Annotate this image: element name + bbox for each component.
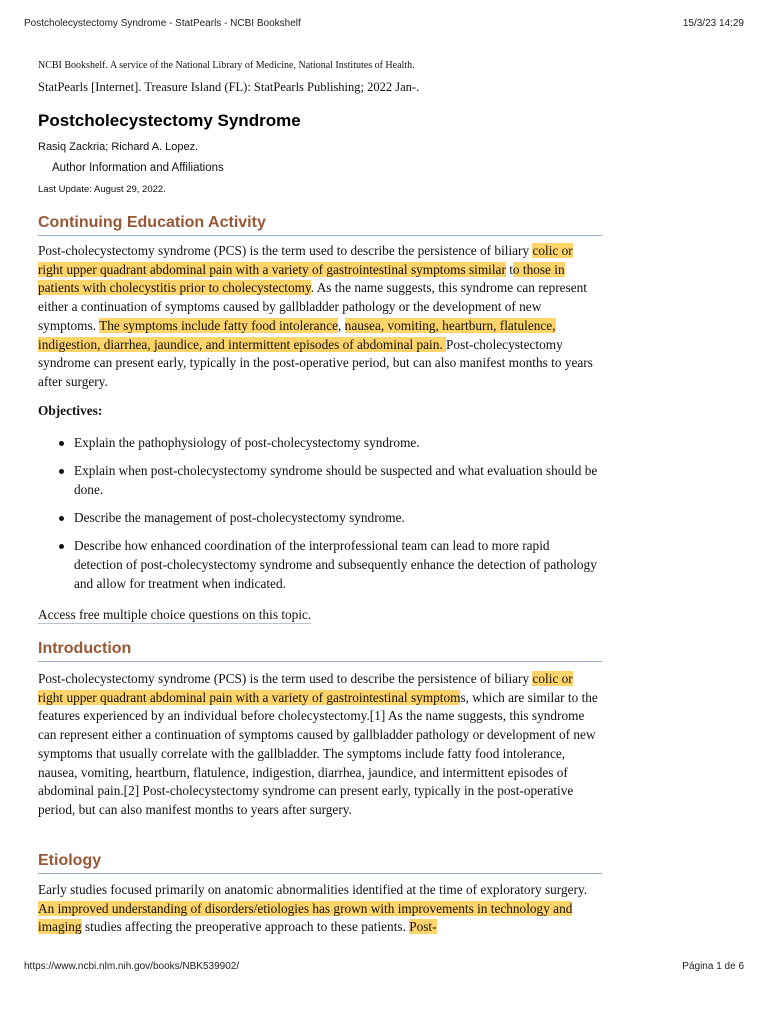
objective-text: Describe how enhanced coordination of the interprofessional team can lead to more rapid detection of post-cholecystectomy syndrome and subsequently enhance the detection of pathology and allow for treatment when indicated. xyxy=(74,538,597,591)
section-heading-ce: Continuing Education Activity xyxy=(38,214,602,236)
introduction-paragraph xyxy=(38,670,598,820)
highlight: o those in patients with cholecystitis prior to cholecystectomy xyxy=(38,261,565,296)
intro-text: s, which are similar to the features experienced by an individual before cholecystectomy.[1] As the name suggests, this syndrome can represent either a continuation of symptoms caused by gallbladder pathology or development of new symptoms that usually correlate with the gallbladder. The symptoms include fatty food intolerance, nausea, vomiting, heartburn, flatulence, indigestion, diarrhea, jaundice, and intermittent episodes of abdominal pain.[2] Post-cholecystectomy syndrome can present early, typically in the post-operative period, but can also manifest months to years after surgery. xyxy=(38,689,598,817)
bullet-icon xyxy=(59,469,64,474)
list-item xyxy=(38,509,598,528)
print-footer-page: Página 1 de 6 xyxy=(682,961,744,972)
print-header xyxy=(24,18,744,34)
section-heading-introduction: Introduction xyxy=(38,640,602,662)
intro-text: Post-cholecystectomy syndrome (PCS) is the term used to describe the persistence of biliary xyxy=(38,671,533,686)
ce-text: . As the name suggests, this syndrome can represent either a continuation of symptoms caused by gallbladder pathology or the development of new symptoms. xyxy=(38,280,588,333)
objectives-label: Objectives: xyxy=(38,403,103,418)
author-affiliations-link[interactable]: Author Information and Affiliations xyxy=(52,162,224,174)
etiology-text: studies affecting the preoperative approach to these patients. xyxy=(81,919,410,935)
highlight: An improved understanding of disorders/etiologies has grown with improvements in technology and imaging xyxy=(38,900,573,935)
ce-text: , xyxy=(338,317,345,333)
objective-text: Explain the pathophysiology of post-cholecystectomy syndrome. xyxy=(74,435,420,450)
ncbi-line: NCBI Bookshelf. A service of the National Library of Medicine, National Institutes of Health. xyxy=(38,60,415,71)
list-item xyxy=(38,434,598,453)
highlight: Post- xyxy=(409,919,437,935)
ce-text: Post-cholecystectomy syndrome can present early, typically in the post-operative period, but can also manifest months to years after surgery. xyxy=(38,336,593,389)
bullet-icon xyxy=(59,544,64,549)
highlight: colic or right upper quadrant abdominal pain with a variety of gastrointestinal symptom xyxy=(38,671,573,705)
list-item xyxy=(38,537,598,593)
list-item xyxy=(38,462,598,499)
ce-paragraph xyxy=(38,242,598,392)
etiology-paragraph xyxy=(38,881,598,937)
page-title: Postcholecystectomy Syndrome xyxy=(38,111,301,130)
bullet-icon xyxy=(59,441,64,446)
access-questions-link[interactable]: Access free multiple choice questions on this topic. xyxy=(38,607,312,622)
print-footer-url: https://www.ncbi.nlm.nih.gov/books/NBK539902/ xyxy=(24,961,240,972)
bullet-icon xyxy=(59,516,64,521)
highlight: colic or right upper quadrant abdominal pain with a variety of gastrointestinal symptoms similar xyxy=(38,243,573,277)
authors: Rasiq Zackria; Richard A. Lopez. xyxy=(38,141,199,153)
objective-text: Explain when post-cholecystectomy syndrome should be suspected and what evaluation should be done. xyxy=(74,463,598,497)
print-footer xyxy=(24,961,744,975)
etiology-text: Early studies focused primarily on anatomic abnormalities identified at the time of exploratory surgery. xyxy=(38,882,588,897)
print-header-datetime: 15/3/23 14:29 xyxy=(682,18,744,29)
highlight: The symptoms include fatty food intolerance xyxy=(99,317,339,333)
objectives-list xyxy=(38,434,598,603)
statpearls-line: StatPearls [Internet]. Treasure Island (FL): StatPearls Publishing; 2022 Jan-. xyxy=(38,80,420,94)
print-header-title: Postcholecystectomy Syndrome - StatPearls - NCBI Bookshelf xyxy=(24,18,301,29)
objective-text: Describe the management of post-cholecystectomy syndrome. xyxy=(74,510,405,526)
section-heading-etiology: Etiology xyxy=(38,852,602,874)
highlight: nausea, vomiting, heartburn, flatulence, indigestion, diarrhea, jaundice, and intermittent episodes of abdominal pain. xyxy=(38,317,556,352)
ce-text: t xyxy=(505,261,513,277)
last-update: Last Update: August 29, 2022. xyxy=(38,184,166,195)
ce-text: Post-cholecystectomy syndrome (PCS) is the term used to describe the persistence of biliary xyxy=(38,243,533,258)
